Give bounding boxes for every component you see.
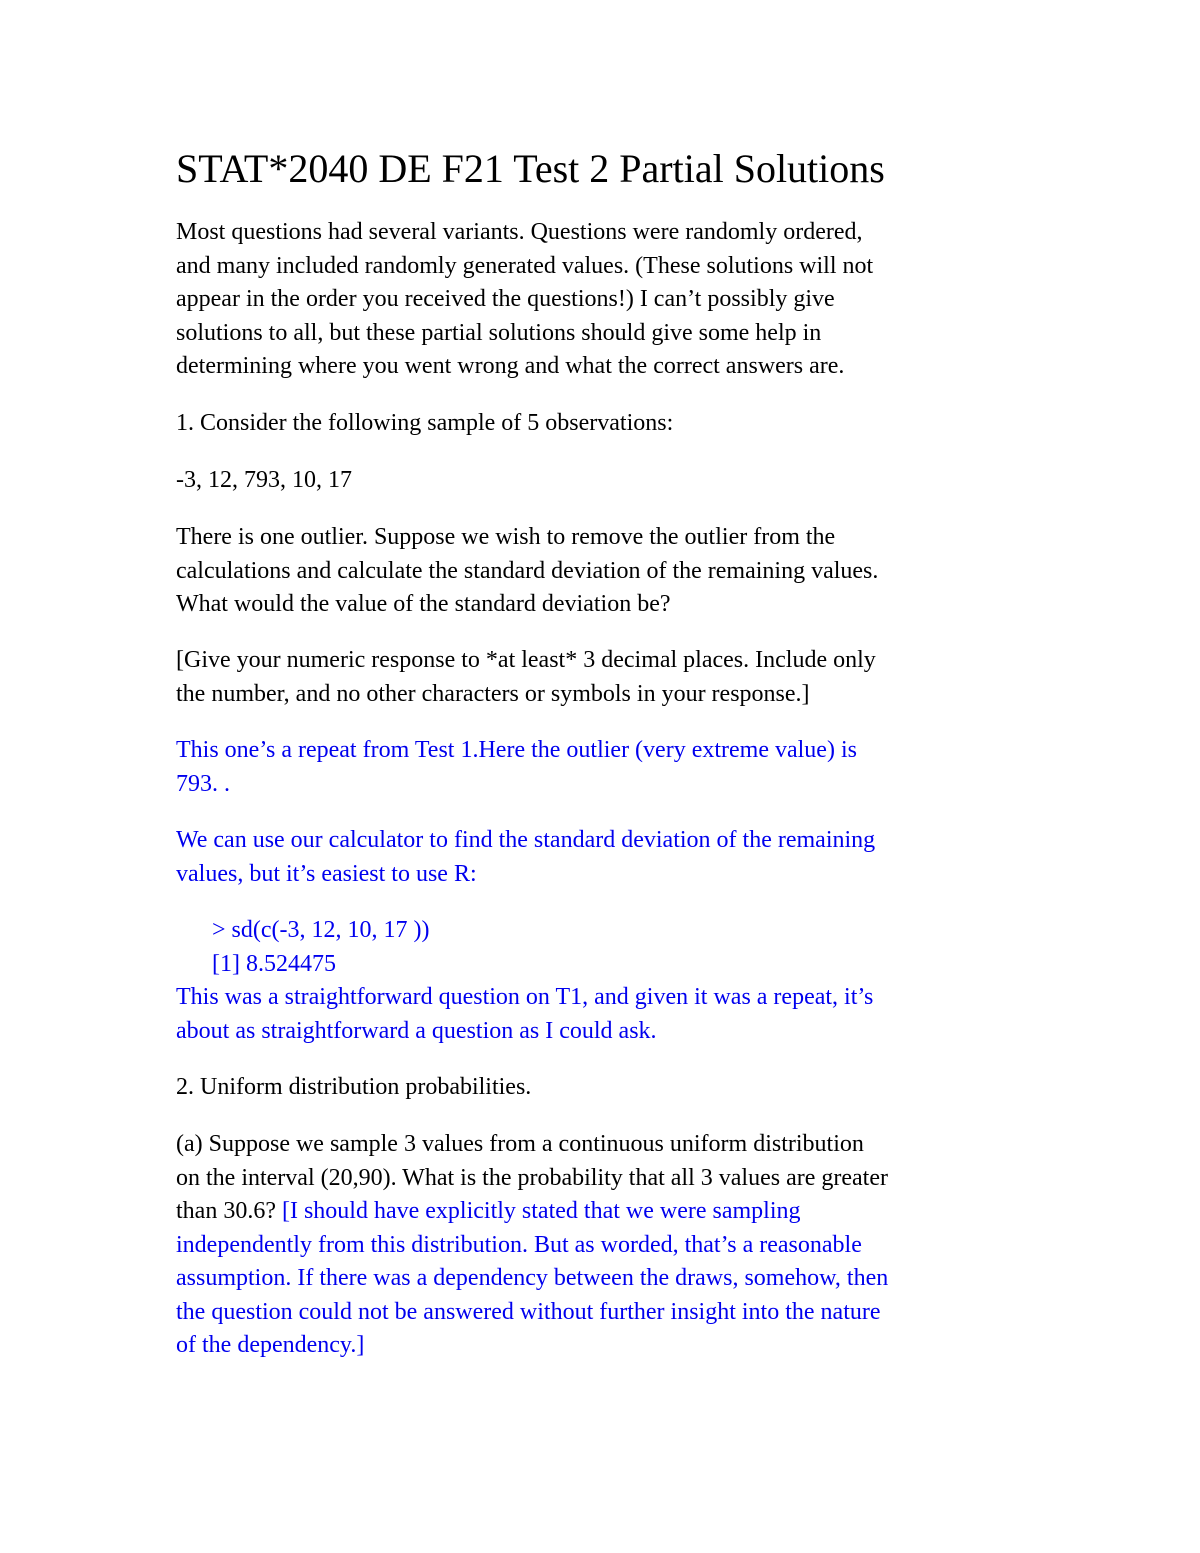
q1-answer-line: This was a straightforward question on T1, and given it was a repeat, it’s — [176, 984, 874, 1010]
intro-line: appear in the order you received the questions!) I can’t possibly give — [176, 286, 835, 312]
q1-body — [176, 521, 1036, 622]
q2-heading — [176, 1071, 1036, 1105]
q1-body-line: There is one outlier. Suppose we wish to remove the outlier from the — [176, 524, 836, 550]
q1-answer-line: This one’s a repeat from Test 1.Here the outlier (very extreme value) is — [176, 737, 857, 763]
q1-instructions-line: [Give your numeric response to *at least* 3 decimal places. Include only — [176, 647, 876, 673]
q1-prompt-text: 1. Consider the following sample of 5 observations: — [176, 410, 674, 436]
q1-sample — [176, 464, 1036, 498]
q2-part-a — [176, 1128, 1036, 1363]
intro-line: Most questions had several variants. Questions were randomly ordered, — [176, 219, 863, 245]
q2-part-a-mixed-line — [176, 1195, 1036, 1229]
q2-heading-text: 2. Uniform distribution probabilities. — [176, 1074, 532, 1100]
q1-body-line: What would the value of the standard deviation be? — [176, 591, 671, 617]
intro-line: and many included randomly generated values. (These solutions will not — [176, 252, 874, 279]
q1-answer-paragraph-3 — [176, 981, 1036, 1048]
intro-paragraph — [176, 216, 1036, 384]
q1-answer-line: values, but it’s easiest to use R: — [176, 860, 477, 887]
q1-sample-values: -3, 12, 793, 10, 17 — [176, 467, 352, 493]
q2-part-a-line: on the interval (20,90). What is the probability that all 3 values are greater — [176, 1164, 888, 1191]
page-title: STAT*2040 DE F21 Test 2 Partial Solutions — [176, 146, 885, 191]
q2-part-a-note-start: [I should have explicitly stated that we were sampling — [281, 1198, 801, 1224]
q2-part-a-line: (a) Suppose we sample 3 values from a continuous uniform distribution — [176, 1131, 864, 1157]
q1-instructions-line: the number, and no other characters or symbols in your response.] — [176, 680, 810, 707]
q2-part-a-question-end: than 30.6? — [176, 1198, 282, 1224]
q1-instructions — [176, 644, 1036, 711]
r-output-line: [1] 8.524475 — [212, 950, 336, 977]
q1-answer-line: We can use our calculator to find the standard deviation of the remaining — [176, 827, 876, 853]
q2-part-a-note-line: assumption. If there was a dependency between the draws, somehow, then — [176, 1265, 889, 1291]
q1-answer-line: about as straightforward a question as I could ask. — [176, 1017, 657, 1044]
q1-answer-paragraph-2 — [176, 824, 1036, 891]
intro-line: determining where you went wrong and what the correct answers are. — [176, 353, 845, 379]
q1-answer-paragraph-1 — [176, 734, 1036, 801]
q2-part-a-note-line: independently from this distribution. But as worded, that’s a reasonable — [176, 1231, 862, 1258]
q2-part-a-note-line: of the dependency.] — [176, 1332, 365, 1358]
q1-prompt — [176, 407, 1036, 441]
q1-answer-line: 793. . — [176, 770, 230, 797]
intro-line: solutions to all, but these partial solutions should give some help in — [176, 319, 822, 346]
q1-body-line: calculations and calculate the standard deviation of the remaining values. — [176, 557, 879, 584]
q2-part-a-note-line: the question could not be answered without further insight into the nature — [176, 1298, 881, 1325]
r-code-block — [212, 914, 430, 981]
r-code-line: > sd(c(-3, 12, 10, 17 )) — [212, 917, 430, 943]
